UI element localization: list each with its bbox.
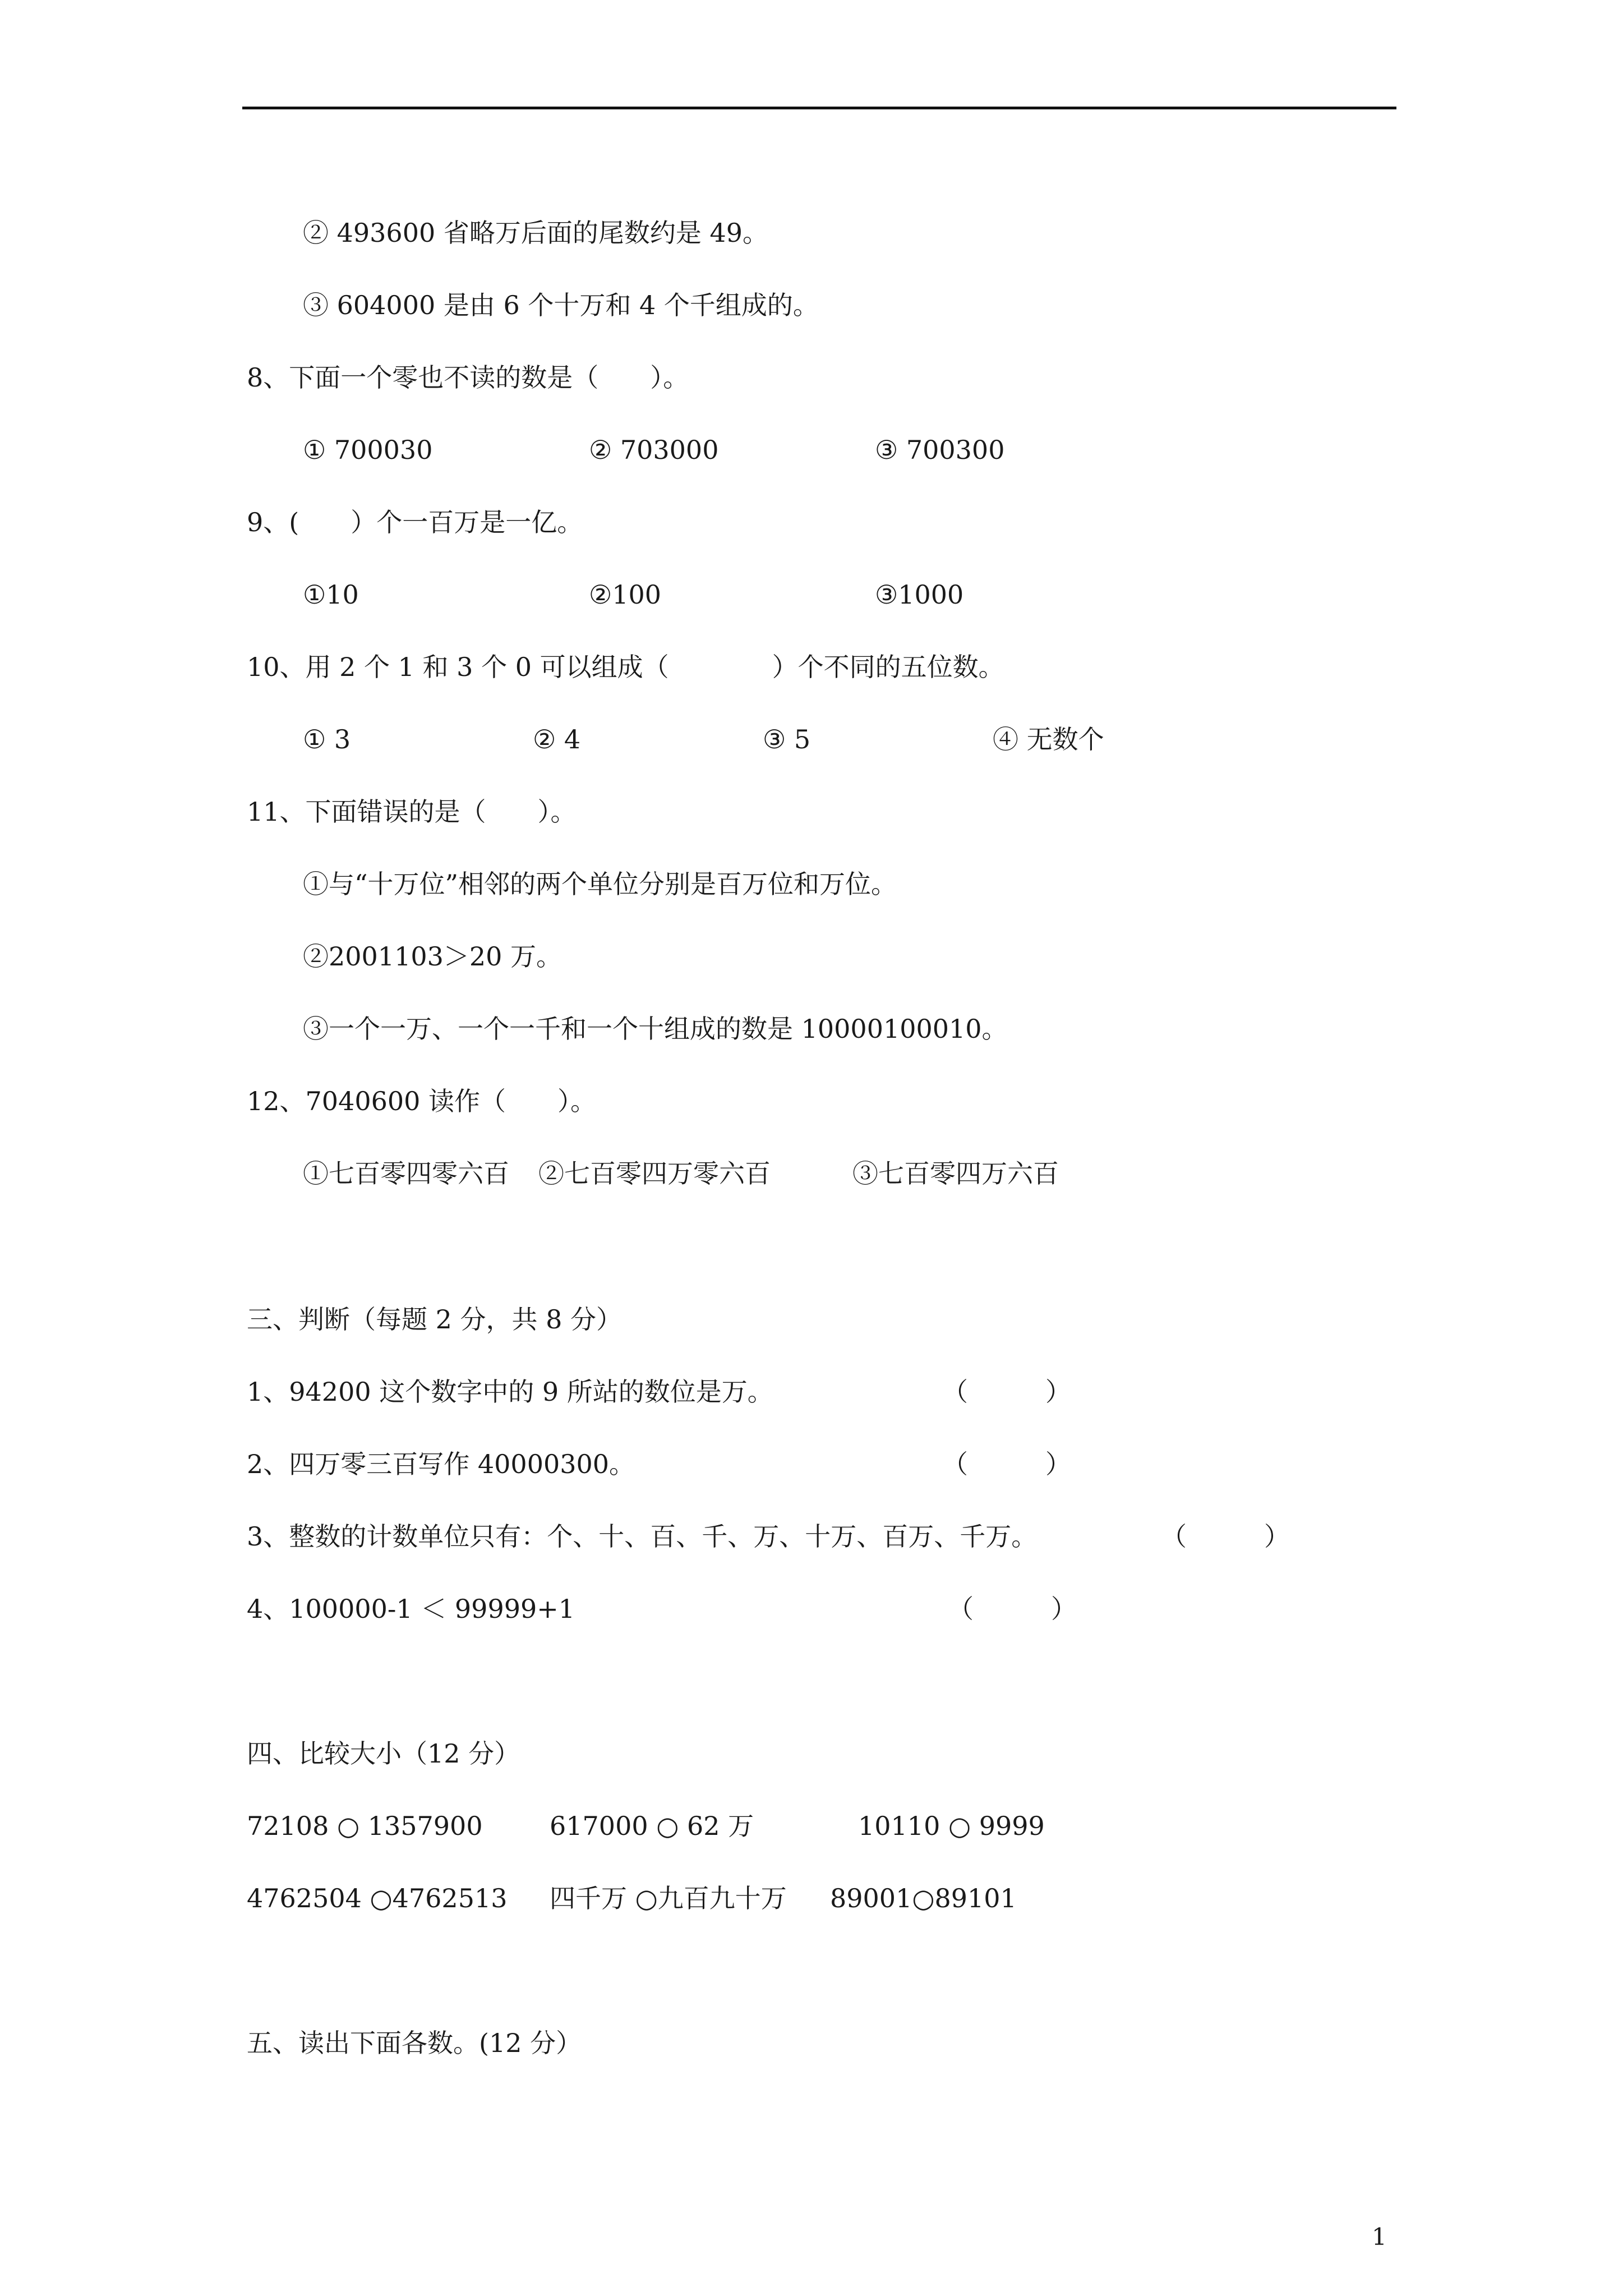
q12-option: ②七百零四万零六百 <box>538 1158 771 1189</box>
q8-option: ③ 700300 <box>875 435 1005 465</box>
q9-options <box>303 578 1088 611</box>
q11-option-3: ③一个一万、一个一千和一个十组成的数是 10000100010。 <box>303 1014 1008 1044</box>
q9-option: ②100 <box>589 579 662 610</box>
judge-answer-paren: （ ） <box>942 1449 1071 1479</box>
compare-item: 10110 ○ 9999 <box>858 1811 1045 1841</box>
judge-item-1 <box>247 1375 1144 1409</box>
judge-item-text: 3、整数的计数单位只有：个、十、百、千、万、十万、百万、千万。 <box>247 1521 1038 1552</box>
q9-option: ①10 <box>303 579 359 610</box>
page-number: 1 <box>1372 2223 1387 2251</box>
q8-options <box>303 433 1088 467</box>
compare-item: 四千万 ○九百九十万 <box>550 1883 787 1913</box>
judge-answer-paren: （ ） <box>1161 1521 1290 1552</box>
q11-option-2: ②2001103＞20 万。 <box>303 941 562 972</box>
q10-options <box>303 723 1200 756</box>
q8-question: 8、下面一个零也不读的数是（ ）。 <box>247 362 689 393</box>
q10-option: ③ 5 <box>763 724 811 754</box>
compare-item: 89001○89101 <box>830 1883 1017 1913</box>
q12-options <box>303 1157 1144 1190</box>
judge-item-text: 1、94200 这个数字中的 9 所站的数位是万。 <box>247 1377 773 1407</box>
q8-option: ② 703000 <box>589 435 719 465</box>
judge-item-text: 4、100000-1 ＜ 99999+1 <box>247 1594 575 1624</box>
q7-option-2: ② 493600 省略万后面的尾数约是 49。 <box>303 218 768 248</box>
judge-item-text: 2、四万零三百写作 40000300。 <box>247 1449 635 1479</box>
q11-option-1: ①与“十万位”相邻的两个单位分别是百万位和万位。 <box>303 869 897 899</box>
judge-answer-paren: （ ） <box>942 1377 1071 1407</box>
q12-question: 12、7040600 读作（ ）。 <box>247 1086 597 1116</box>
q12-option: ③七百零四万六百 <box>852 1158 1059 1189</box>
q9-question: 9、( ）个一百万是一亿。 <box>247 507 583 537</box>
judge-item-3 <box>247 1520 1368 1553</box>
section4-title: 四、比较大小（12 分） <box>247 1738 520 1769</box>
q10-option: ① 3 <box>303 724 351 754</box>
judge-answer-paren: （ ） <box>948 1594 1077 1624</box>
q12-option: ①七百零四零六百 <box>303 1158 509 1189</box>
compare-row-1 <box>247 1809 1144 1843</box>
q10-option: ④ 无数个 <box>993 724 1104 754</box>
section3-title: 三、判断（每题 2 分，共 8 分） <box>247 1304 623 1335</box>
q11-question: 11、下面错误的是（ ）。 <box>247 797 577 827</box>
compare-item: 72108 ○ 1357900 <box>247 1811 483 1841</box>
q10-question: 10、用 2 个 1 和 3 个 0 可以组成（ ）个不同的五位数。 <box>247 652 1004 682</box>
compare-item: 617000 ○ 62 万 <box>550 1811 754 1841</box>
judge-item-4 <box>247 1592 1144 1626</box>
compare-row-2 <box>247 1881 1144 1915</box>
header-rule <box>242 107 1396 109</box>
q8-option: ① 700030 <box>303 435 433 465</box>
q9-option: ③1000 <box>875 579 964 610</box>
compare-item: 4762504 ○4762513 <box>247 1883 508 1913</box>
q10-option: ② 4 <box>533 724 581 754</box>
judge-item-2 <box>247 1447 1144 1481</box>
section5-title: 五、读出下面各数。(12 分） <box>247 2028 582 2058</box>
q7-option-3: ③ 604000 是由 6 个十万和 4 个千组成的。 <box>303 290 819 320</box>
